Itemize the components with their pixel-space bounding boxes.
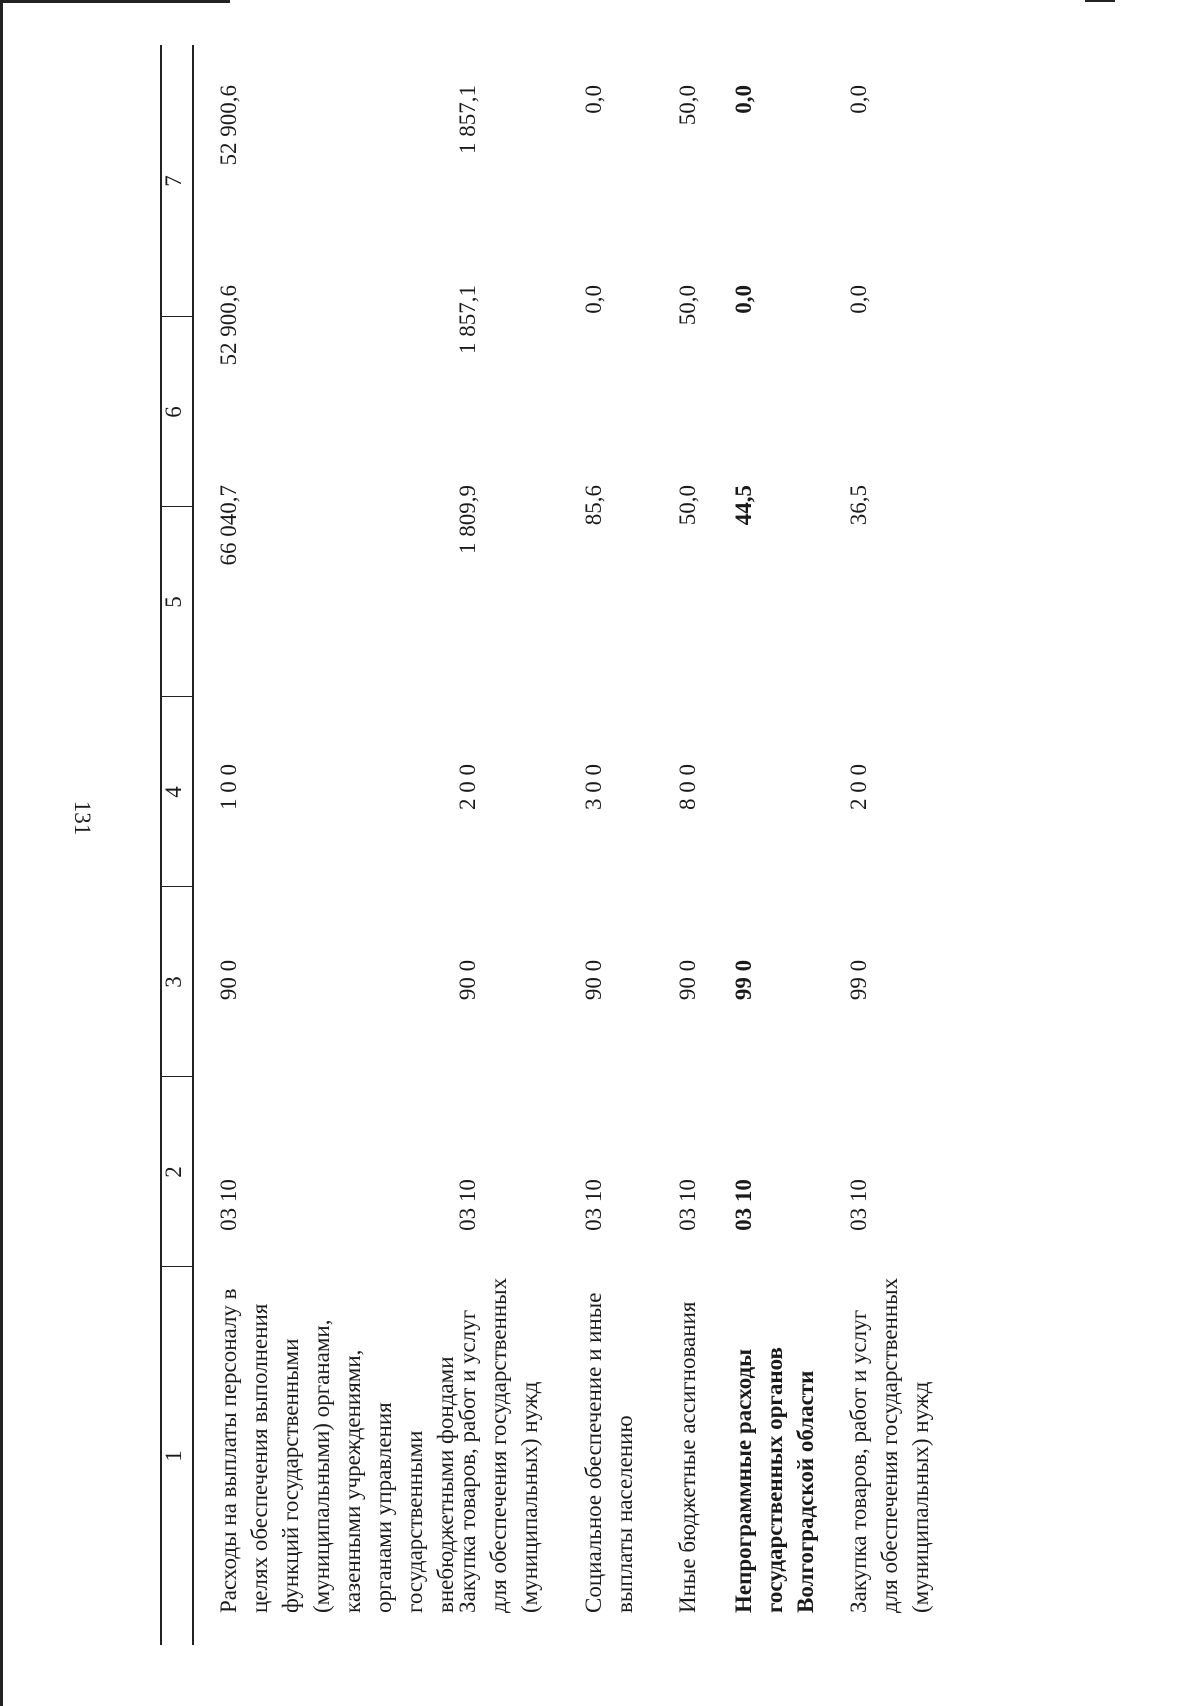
row-col6: 1 857,1 <box>455 285 480 354</box>
header-col-6: 6 <box>161 406 186 418</box>
page-number: 131 <box>70 800 95 836</box>
row-col6: 0,0 <box>846 285 871 314</box>
table-header-bottom-border <box>192 45 194 1645</box>
row-col5: 1 809,9 <box>455 485 480 554</box>
row-col6: 0,0 <box>581 285 606 314</box>
budget-table <box>160 45 960 1645</box>
row-expense-type: 3 0 0 <box>581 764 606 810</box>
row-col5: 50,0 <box>675 485 700 526</box>
header-col-4: 4 <box>161 786 186 798</box>
row-target: 90 0 <box>581 959 606 1001</box>
row-name: Непрограммные расходы государственных органов Волгоградской области <box>731 1347 818 1613</box>
row-col7: 52 900,6 <box>216 85 241 166</box>
row-expense-type: 2 0 0 <box>846 764 871 810</box>
row-expense-type: 2 0 0 <box>455 764 480 810</box>
row-target: 90 0 <box>455 959 480 1001</box>
scan-edge-left <box>0 0 3 1706</box>
row-target: 90 0 <box>675 959 700 1001</box>
row-name: Закупка товаров, работ и услуг для обеспечения государственных (муниципальных) нужд <box>846 1277 933 1613</box>
row-col7: 0,0 <box>846 85 871 114</box>
scan-edge-top <box>0 0 230 3</box>
row-expense-type: 8 0 0 <box>675 764 700 810</box>
row-section: 03 10 <box>581 1179 606 1231</box>
row-col5: 44,5 <box>731 485 756 526</box>
row-name: Закупка товаров, работ и услуг для обеспечения государственных (муниципальных) нужд <box>455 1277 542 1613</box>
header-col-1: 1 <box>161 1450 186 1462</box>
row-col5: 66 040,7 <box>216 485 241 566</box>
row-col6: 0,0 <box>731 285 756 314</box>
row-name: Иные бюджетные ассигнования <box>675 1301 700 1613</box>
row-target: 99 0 <box>731 959 756 1001</box>
row-col5: 36,5 <box>846 485 871 526</box>
row-col6: 52 900,6 <box>216 285 241 366</box>
row-col5: 85,6 <box>581 485 606 526</box>
row-target: 90 0 <box>216 959 241 1001</box>
header-col-3: 3 <box>161 976 186 988</box>
row-name: Социальное обеспечение и иные выплаты населению <box>581 1292 637 1613</box>
row-col6: 50,0 <box>675 285 700 326</box>
row-target: 99 0 <box>846 959 871 1001</box>
row-col7: 1 857,1 <box>455 85 480 154</box>
row-section: 03 10 <box>846 1179 871 1231</box>
row-col7: 50,0 <box>675 85 700 126</box>
row-section: 03 10 <box>216 1179 241 1231</box>
header-col-5: 5 <box>161 596 186 608</box>
header-col-2: 2 <box>161 1166 186 1178</box>
row-section: 03 10 <box>455 1179 480 1231</box>
row-name: Расходы на выплаты персоналу в целях обеспечения выполнения функций государственными (муниципальными) органами, казенными учреждениями, органами управления государственными внебюджетными фондами <box>216 1288 458 1613</box>
row-section: 03 10 <box>675 1179 700 1231</box>
row-expense-type: 1 0 0 <box>216 764 241 810</box>
row-col7: 0,0 <box>731 85 756 114</box>
row-col7: 0,0 <box>581 85 606 114</box>
header-col-7: 7 <box>161 175 186 187</box>
scan-edge-top-right <box>1085 0 1115 2</box>
row-section: 03 10 <box>731 1179 756 1231</box>
